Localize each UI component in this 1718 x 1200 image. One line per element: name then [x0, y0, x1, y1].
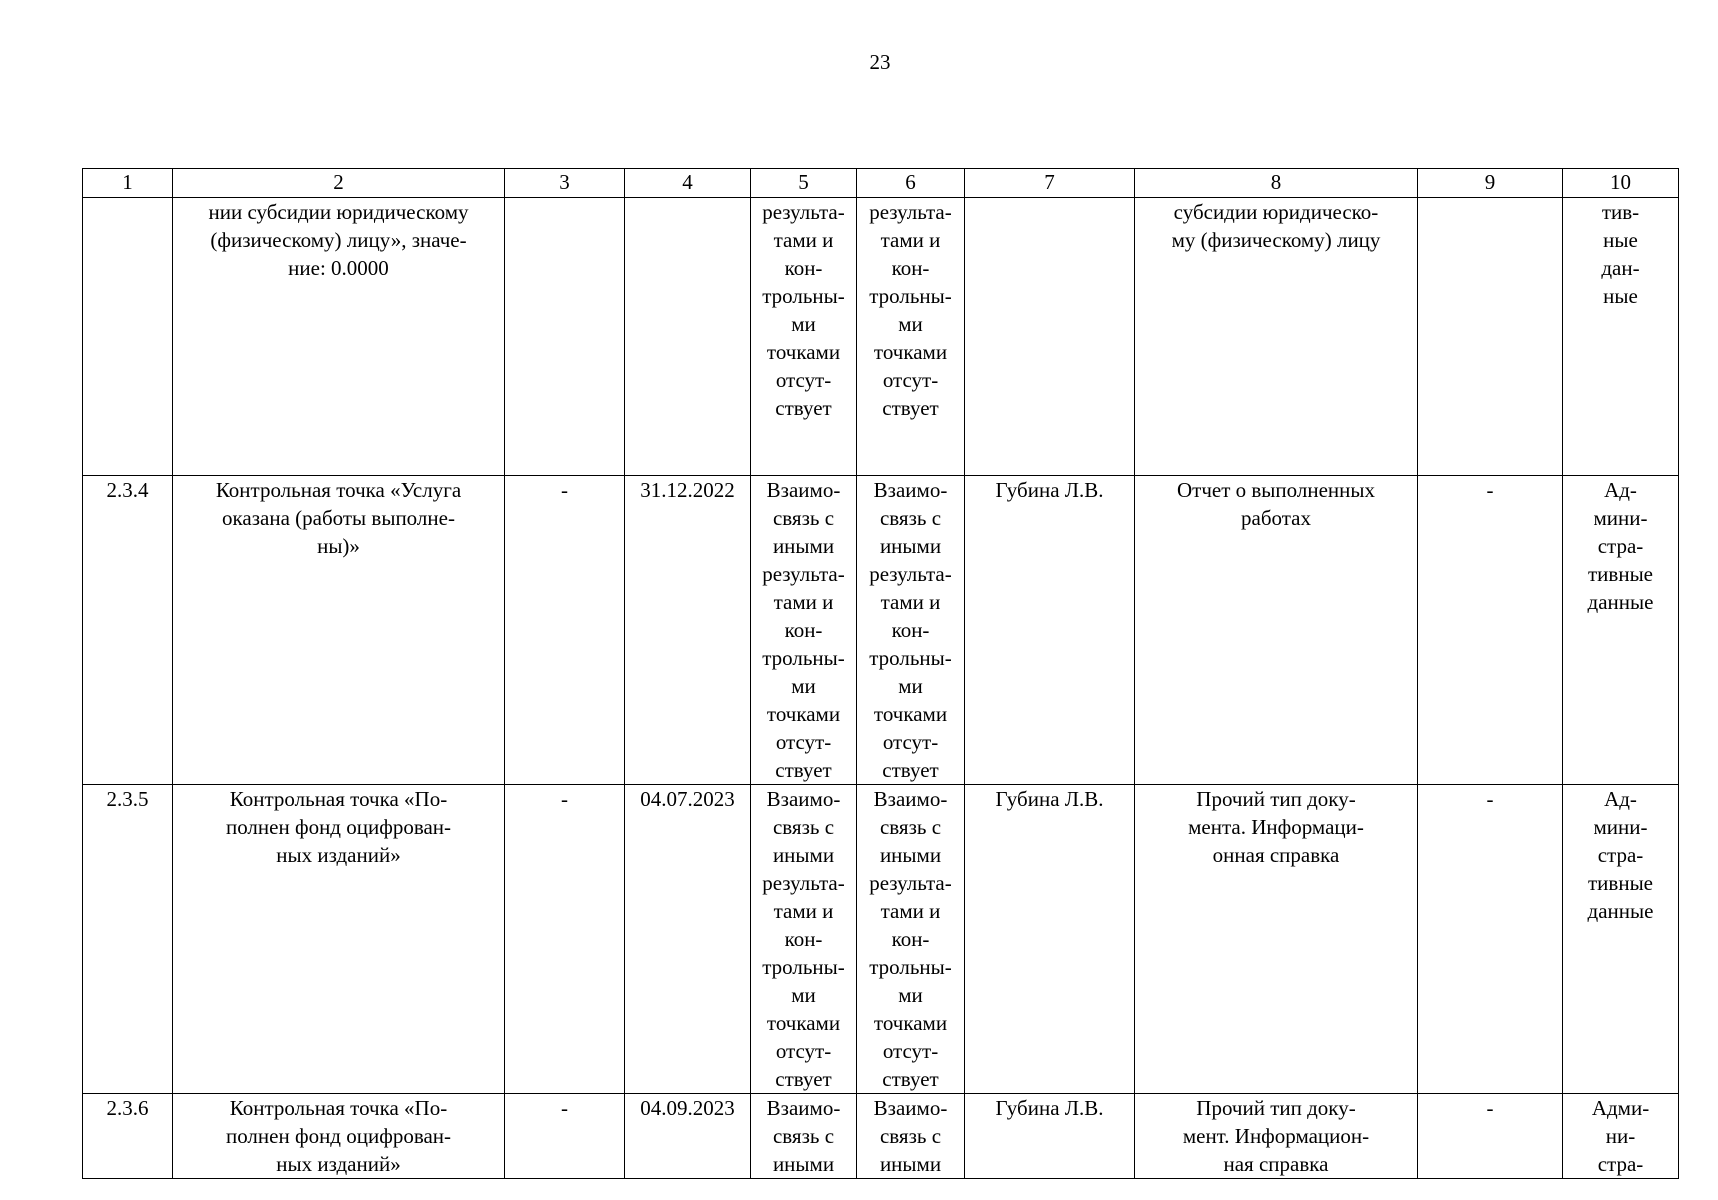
table-cell-col5	[751, 1094, 857, 1179]
header-cell-col3: 3	[505, 169, 625, 198]
cell-text-line: ствует	[775, 1067, 832, 1091]
cell-text-line: иными	[879, 843, 942, 867]
cell-text-line: иными	[772, 1152, 835, 1176]
results-table	[82, 168, 1679, 1179]
cell-text-line: мини-	[1593, 506, 1648, 530]
header-cell-col10: 10	[1563, 169, 1679, 198]
cell-text-line: Контрольная точка «По-	[229, 787, 448, 811]
table-cell-col2	[173, 785, 505, 1094]
cell-text-line: иными	[772, 843, 835, 867]
cell-text-line: -	[1486, 787, 1494, 811]
cell-text-line: Губина Л.В.	[995, 787, 1104, 811]
cell-text-line: Контрольная точка «Услуга	[215, 478, 462, 502]
cell-text-line: иными	[879, 1152, 942, 1176]
cell-text-line: кон-	[784, 618, 823, 642]
table-cell-col9	[1418, 476, 1563, 785]
cell-text-line: точками	[766, 1011, 841, 1035]
cell-text-line: трольны-	[869, 955, 952, 979]
table-cell-col7	[965, 785, 1135, 1094]
table-cell-col4	[625, 476, 751, 785]
table-cell-col10	[1563, 1094, 1679, 1179]
cell-text-line: 2.3.6	[106, 1096, 149, 1120]
page-number: 23	[869, 50, 891, 74]
cell-text-line: отсут-	[882, 1039, 939, 1063]
cell-text-line: трольны-	[762, 955, 845, 979]
cell-text-line: работах	[1241, 506, 1311, 530]
table-cell-col6	[857, 198, 965, 476]
cell-text-line: -	[561, 478, 568, 502]
cell-text-line: Прочий тип доку-	[1196, 787, 1356, 811]
cell-text-line: точками	[873, 702, 948, 726]
cell-text-line: ни-	[1605, 1124, 1636, 1148]
cell-text-line: Взаимо-	[873, 787, 948, 811]
cell-text-line: онная справка	[1212, 843, 1340, 867]
cell-text-line: ми	[898, 983, 923, 1007]
cell-text-line: ми	[791, 983, 816, 1007]
table-cell-col8	[1135, 476, 1418, 785]
cell-text-line: -	[1486, 478, 1494, 502]
cell-text-line: трольны-	[762, 284, 845, 308]
cell-text-line: субсидии юридическо-	[1173, 200, 1379, 224]
table-cell-col3	[505, 1094, 625, 1179]
table-body	[83, 198, 1679, 1179]
cell-text-line: (физическому) лицу», значе-	[210, 228, 467, 252]
cell-text-line: стра-	[1597, 534, 1644, 558]
cell-text-line: кон-	[784, 927, 823, 951]
cell-text-line: оказана (работы выполне-	[222, 506, 455, 530]
cell-text-line: тами и	[880, 590, 941, 614]
table-row	[83, 198, 1679, 476]
cell-text-line: ми	[791, 674, 816, 698]
table-cell-col8	[1135, 785, 1418, 1094]
cell-text-line: трольны-	[869, 284, 952, 308]
table-cell-col7	[965, 1094, 1135, 1179]
header-cell-col9: 9	[1418, 169, 1563, 198]
cell-text-line: отсут-	[882, 730, 939, 754]
cell-text-line: Ад-	[1604, 787, 1637, 811]
table-cell-col4	[625, 1094, 751, 1179]
table-cell-col8	[1135, 1094, 1418, 1179]
table-cell-col1	[83, 198, 173, 476]
cell-text-line: дан-	[1601, 256, 1640, 280]
cell-text-line: иными	[879, 534, 942, 558]
cell-text-line: ных изданий»	[276, 843, 401, 867]
cell-text-line: му (физическому) лицу	[1171, 228, 1381, 252]
cell-text-line: полнен фонд оцифрован-	[225, 1124, 452, 1148]
cell-text-line: ствует	[882, 1067, 939, 1091]
table-cell-col1	[83, 1094, 173, 1179]
header-cell-col1: 1	[83, 169, 173, 198]
cell-text-line: точками	[873, 1011, 948, 1035]
cell-text-line: точками	[766, 340, 841, 364]
cell-text-line: отсут-	[882, 368, 939, 392]
cell-text-line: -	[561, 787, 568, 811]
table-cell-col5	[751, 198, 857, 476]
cell-text-line: трольны-	[762, 646, 845, 670]
table-cell-col3	[505, 198, 625, 476]
cell-text-line: точками	[766, 702, 841, 726]
cell-text-line: отсут-	[775, 730, 832, 754]
cell-text-line: Прочий тип доку-	[1196, 1096, 1356, 1120]
header-cell-col8: 8	[1135, 169, 1418, 198]
cell-text-line: полнен фонд оцифрован-	[225, 815, 452, 839]
cell-text-line: ные	[1603, 228, 1638, 252]
cell-text-line: точками	[873, 340, 948, 364]
cell-text-line: Взаимо-	[766, 478, 841, 502]
cell-text-line: ствует	[882, 758, 939, 782]
cell-text-line: 04.07.2023	[640, 787, 735, 811]
table-header-row	[83, 169, 1679, 198]
cell-text-line: тами и	[773, 228, 834, 252]
table-cell-col1	[83, 785, 173, 1094]
table-cell-col8	[1135, 198, 1418, 476]
cell-text-line: Губина Л.В.	[995, 1096, 1104, 1120]
header-cell-col2: 2	[173, 169, 505, 198]
cell-text-line: связь с	[879, 1124, 942, 1148]
table-row	[83, 785, 1679, 1094]
table-cell-col5	[751, 785, 857, 1094]
cell-text-line: ми	[791, 312, 816, 336]
table-cell-col6	[857, 1094, 965, 1179]
cell-text-line: стра-	[1597, 1152, 1644, 1176]
cell-text-line: связь с	[772, 506, 835, 530]
table-row	[83, 476, 1679, 785]
cell-text-line: 04.09.2023	[640, 1096, 735, 1120]
cell-text-line: ствует	[775, 396, 832, 420]
header-cell-col7: 7	[965, 169, 1135, 198]
table-cell-col1	[83, 476, 173, 785]
cell-text-line: трольны-	[869, 646, 952, 670]
cell-text-line: Взаимо-	[873, 478, 948, 502]
cell-text-line: Адми-	[1591, 1096, 1650, 1120]
table-cell-col7	[965, 198, 1135, 476]
cell-text-line: результа-	[762, 200, 845, 224]
cell-text-line: тами и	[773, 899, 834, 923]
cell-text-line: Взаимо-	[873, 1096, 948, 1120]
cell-text-line: мини-	[1593, 815, 1648, 839]
cell-text-line: нии субсидии юридическому	[208, 200, 469, 224]
cell-text-line: данные	[1587, 899, 1654, 923]
cell-text-line: тами и	[880, 899, 941, 923]
table-cell-col10	[1563, 476, 1679, 785]
cell-text-line: ствует	[882, 396, 939, 420]
header-cell-col5: 5	[751, 169, 857, 198]
table-cell-col4	[625, 198, 751, 476]
table-cell-col4	[625, 785, 751, 1094]
table-cell-col2	[173, 476, 505, 785]
cell-text-line: мента. Информаци-	[1188, 815, 1364, 839]
cell-text-line: результа-	[762, 871, 845, 895]
cell-text-line: кон-	[784, 256, 823, 280]
cell-text-line: ми	[898, 674, 923, 698]
cell-text-line: кон-	[891, 927, 930, 951]
cell-text-line: кон-	[891, 256, 930, 280]
table-cell-col3	[505, 476, 625, 785]
table-cell-col2	[173, 1094, 505, 1179]
table-cell-col6	[857, 476, 965, 785]
cell-text-line: Взаимо-	[766, 1096, 841, 1120]
cell-text-line: ная справка	[1223, 1152, 1329, 1176]
cell-text-line: связь с	[879, 506, 942, 530]
cell-text-line: иными	[772, 534, 835, 558]
table-cell-col5	[751, 476, 857, 785]
cell-text-line: ствует	[775, 758, 832, 782]
table-cell-col10	[1563, 198, 1679, 476]
cell-text-line: кон-	[891, 618, 930, 642]
cell-text-line: ные	[1603, 284, 1638, 308]
cell-text-line: -	[1486, 1096, 1494, 1120]
cell-text-line: Отчет о выполненных	[1176, 478, 1375, 502]
cell-text-line: тивные	[1588, 562, 1653, 586]
cell-text-line: данные	[1587, 590, 1654, 614]
cell-text-line: ми	[898, 312, 923, 336]
cell-text-line: отсут-	[775, 1039, 832, 1063]
table-cell-col9	[1418, 198, 1563, 476]
cell-text-line: Взаимо-	[766, 787, 841, 811]
cell-text-line: тами и	[773, 590, 834, 614]
cell-text-line: связь с	[772, 1124, 835, 1148]
table-cell-col6	[857, 785, 965, 1094]
cell-text-line: ных изданий»	[276, 1152, 401, 1176]
cell-text-line: Ад-	[1604, 478, 1637, 502]
cell-text-line: связь с	[772, 815, 835, 839]
cell-text-line: ние: 0.0000	[288, 256, 389, 280]
cell-text-line: 2.3.4	[106, 478, 149, 502]
cell-text-line: ны)»	[317, 534, 360, 558]
cell-text-line: отсут-	[775, 368, 832, 392]
cell-text-line: стра-	[1597, 843, 1644, 867]
cell-text-line: 31.12.2022	[640, 478, 735, 502]
header-cell-col4: 4	[625, 169, 751, 198]
cell-text-line: -	[561, 1096, 568, 1120]
table-row	[83, 1094, 1679, 1179]
cell-text-line: мент. Информацион-	[1182, 1124, 1370, 1148]
table-cell-col2	[173, 198, 505, 476]
cell-text-line: Контрольная точка «По-	[229, 1096, 448, 1120]
cell-text-line: результа-	[869, 871, 952, 895]
cell-text-line: 2.3.5	[106, 787, 149, 811]
cell-text-line: результа-	[869, 200, 952, 224]
cell-text-line: тив-	[1601, 200, 1640, 224]
table-cell-col3	[505, 785, 625, 1094]
table-cell-col9	[1418, 785, 1563, 1094]
table-cell-col9	[1418, 1094, 1563, 1179]
cell-text-line: результа-	[869, 562, 952, 586]
table-cell-col10	[1563, 785, 1679, 1094]
header-cell-col6: 6	[857, 169, 965, 198]
cell-text-line: Губина Л.В.	[995, 478, 1104, 502]
cell-text-line: связь с	[879, 815, 942, 839]
cell-text-line: тивные	[1588, 871, 1653, 895]
cell-text-line: результа-	[762, 562, 845, 586]
cell-text-line: тами и	[880, 228, 941, 252]
table-cell-col7	[965, 476, 1135, 785]
